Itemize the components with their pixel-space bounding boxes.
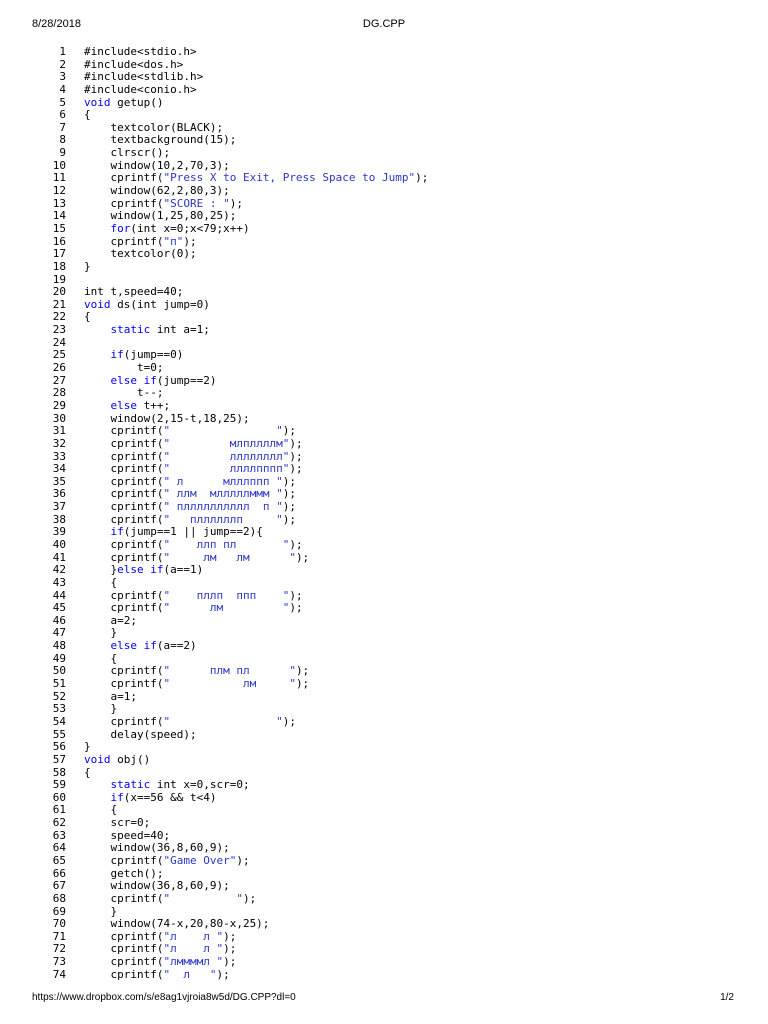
code-token: } xyxy=(84,259,91,273)
code-token: #include<dos.h> xyxy=(84,57,184,71)
code-token: ds(int jump=0) xyxy=(110,297,210,311)
line-number: 10 xyxy=(52,158,66,172)
keyword-token: if xyxy=(110,525,124,539)
code-token: ); xyxy=(183,234,197,248)
code-token: clrscr(); xyxy=(84,146,171,160)
code-token: { xyxy=(84,803,118,817)
line-number: 53 xyxy=(52,702,66,716)
code-token: ); xyxy=(282,714,296,728)
code-token: a=1; xyxy=(84,689,137,703)
code-token: cprintf( xyxy=(84,500,164,514)
code-token: ); xyxy=(282,487,296,501)
code-token: (x==56 && t<4) xyxy=(123,790,217,804)
line-source xyxy=(84,324,210,337)
code-token: (jump==2) xyxy=(156,373,217,387)
code-token xyxy=(84,399,111,412)
line-number: 72 xyxy=(52,942,66,956)
code-token: window(36,8,60,9); xyxy=(84,841,230,855)
line-number: 28 xyxy=(52,386,66,400)
code-token: } xyxy=(84,904,118,918)
code-token: cprintf( xyxy=(84,677,164,691)
code-token: ); xyxy=(295,664,310,678)
keyword-token: static xyxy=(110,323,151,337)
code-token: } xyxy=(84,626,118,640)
line-number: 33 xyxy=(52,449,66,463)
line-number: 46 xyxy=(52,613,66,627)
code-token: cprintf( xyxy=(84,449,164,463)
code-token: } xyxy=(84,740,91,754)
line-number: 71 xyxy=(52,929,66,943)
code-token: { xyxy=(84,108,91,122)
code-token: ); xyxy=(282,424,296,438)
line-number: 45 xyxy=(52,601,66,615)
line-number: 67 xyxy=(52,879,66,893)
line-number: 36 xyxy=(52,487,66,501)
print-header xyxy=(0,18,768,32)
code-token: ); xyxy=(289,449,303,463)
code-line xyxy=(40,602,740,615)
code-token: scr=0; xyxy=(84,816,151,830)
line-number: 68 xyxy=(52,891,66,905)
code-token: } xyxy=(84,702,118,716)
code-token: { xyxy=(84,310,91,324)
code-line xyxy=(40,615,740,628)
line-number: 13 xyxy=(52,196,66,210)
code-token: textcolor(0); xyxy=(84,247,197,261)
code-token: { xyxy=(84,575,118,589)
string-token: " ллллпппп" xyxy=(163,462,290,476)
line-number: 31 xyxy=(52,424,66,438)
line-number: 21 xyxy=(52,297,66,311)
code-token xyxy=(84,525,111,538)
line-number: 69 xyxy=(52,904,66,918)
print-date: 8/28/2018 xyxy=(32,18,81,30)
print-footer xyxy=(0,992,768,1006)
keyword-token: if xyxy=(110,790,124,804)
line-number: 9 xyxy=(59,146,66,160)
line-number: 32 xyxy=(52,436,66,450)
line-number: 1 xyxy=(59,45,66,58)
code-token: cprintf( xyxy=(84,714,164,728)
code-token: a=2; xyxy=(84,613,137,627)
code-token: { xyxy=(84,651,118,665)
code-token: cprintf( xyxy=(84,955,164,969)
string-token: "л л " xyxy=(163,942,224,956)
string-token: " плм пл " xyxy=(163,664,296,678)
keyword-token: void xyxy=(84,95,111,109)
code-line xyxy=(40,248,740,261)
code-token: cprintf( xyxy=(84,588,164,602)
code-token: cprintf( xyxy=(84,929,164,943)
code-token: ); xyxy=(415,171,429,185)
line-number: 19 xyxy=(52,272,66,286)
string-token: "п" xyxy=(163,234,184,248)
keyword-token: else xyxy=(110,398,137,412)
code-token: (jump==0) xyxy=(123,348,184,362)
code-line xyxy=(40,564,740,577)
code-token: int a=1; xyxy=(150,323,210,337)
string-token: " лллллллл" xyxy=(163,449,290,463)
keyword-token: if xyxy=(110,348,124,362)
line-number: 42 xyxy=(52,563,66,577)
line-number: 66 xyxy=(52,866,66,880)
line-number: 73 xyxy=(52,955,66,969)
line-number: 50 xyxy=(52,664,66,678)
code-token: (a==2) xyxy=(156,639,197,653)
code-listing xyxy=(40,46,740,981)
line-number: 41 xyxy=(52,550,66,564)
string-token: "лммммл " xyxy=(163,955,224,969)
code-line xyxy=(40,893,740,906)
code-token: window(2,15-t,18,25); xyxy=(84,411,250,425)
line-source xyxy=(84,299,210,312)
line-number: 12 xyxy=(52,184,66,198)
line-number: 18 xyxy=(52,259,66,273)
code-line xyxy=(40,691,740,704)
code-token: ); xyxy=(229,196,243,210)
line-number: 7 xyxy=(59,120,66,134)
code-token: ); xyxy=(223,942,237,956)
line-number: 62 xyxy=(52,816,66,830)
code-token: ); xyxy=(289,436,303,450)
code-token xyxy=(84,348,111,361)
code-token: (int x=0;x<79;x++) xyxy=(130,221,250,235)
document-title: DG.CPP xyxy=(362,18,406,30)
line-number: 24 xyxy=(52,335,66,349)
code-token xyxy=(84,222,111,235)
string-token: " " xyxy=(163,891,243,905)
line-source xyxy=(84,754,150,767)
code-token: #include<conio.h> xyxy=(84,82,197,96)
code-token: cprintf( xyxy=(84,664,164,678)
keyword-token: else if xyxy=(117,563,164,577)
code-token: ); xyxy=(282,474,296,488)
line-number: 29 xyxy=(52,398,66,412)
code-line xyxy=(40,792,740,805)
code-token: cprintf( xyxy=(84,171,164,185)
line-number: 47 xyxy=(52,626,66,640)
code-token: ); xyxy=(242,891,257,905)
code-token xyxy=(84,778,111,791)
code-token: window(62,2,80,3); xyxy=(84,184,230,198)
line-number: 64 xyxy=(52,841,66,855)
code-line xyxy=(40,97,740,110)
code-token: textcolor(BLACK); xyxy=(84,120,224,134)
code-token: getch(); xyxy=(84,866,164,880)
code-token: cprintf( xyxy=(84,967,164,981)
code-token xyxy=(84,374,111,387)
line-number: 15 xyxy=(52,221,66,235)
code-token: { xyxy=(84,765,91,779)
code-token: cprintf( xyxy=(84,891,164,905)
code-token: t=0; xyxy=(84,361,164,375)
string-token: " ллп пл " xyxy=(163,537,290,551)
line-number: 2 xyxy=(59,57,66,71)
line-source xyxy=(84,97,163,110)
line-number: 74 xyxy=(52,967,66,981)
code-token: ); xyxy=(282,512,296,526)
line-number: 65 xyxy=(52,854,66,867)
string-token: " пллп ппп " xyxy=(163,588,290,602)
code-token: window(10,2,70,3); xyxy=(84,158,230,172)
keyword-token: void xyxy=(84,752,111,766)
line-number: 20 xyxy=(52,285,66,299)
code-token: int t,speed=40; xyxy=(84,285,184,299)
code-token: (a==1) xyxy=(163,563,204,577)
line-number: 48 xyxy=(52,639,66,653)
code-token: cprintf( xyxy=(84,942,164,956)
code-token: #include<stdio.h> xyxy=(84,45,197,58)
code-token: ); xyxy=(289,601,303,615)
code-token: getup() xyxy=(110,95,164,109)
string-token: " плллллллллл п " xyxy=(163,500,283,514)
line-number: 8 xyxy=(59,133,66,147)
line-number: 38 xyxy=(52,512,66,526)
line-number: 4 xyxy=(59,82,66,96)
string-token: " лм " xyxy=(163,677,296,691)
string-token: "л л " xyxy=(163,929,224,943)
line-number: 52 xyxy=(52,689,66,703)
code-token: cprintf( xyxy=(84,424,164,438)
code-token: delay(speed); xyxy=(84,727,197,741)
line-number: 44 xyxy=(52,588,66,602)
line-number: 61 xyxy=(52,803,66,817)
code-token: ); xyxy=(223,955,237,969)
line-source xyxy=(84,248,197,261)
line-number: 22 xyxy=(52,310,66,324)
line-source xyxy=(84,969,230,982)
code-token xyxy=(84,791,111,804)
code-token: ); xyxy=(236,854,250,867)
string-token: " млпллллм" xyxy=(163,436,290,450)
code-token: ); xyxy=(289,588,303,602)
line-number: 16 xyxy=(52,234,66,248)
code-token: ); xyxy=(295,677,310,691)
code-token: speed=40; xyxy=(84,828,171,842)
line-source xyxy=(84,261,91,274)
string-token: " ллм млллллммм " xyxy=(163,487,283,501)
code-token xyxy=(84,639,111,652)
source-url: https://www.dropbox.com/s/e8ag1vjroia8w5d/DG.CPP?dl=0 xyxy=(32,992,296,1003)
line-number: 30 xyxy=(52,411,66,425)
code-line xyxy=(40,729,740,742)
code-token: cprintf( xyxy=(84,601,164,615)
line-number: 54 xyxy=(52,714,66,728)
code-token: textbackground(15); xyxy=(84,133,237,147)
line-number: 5 xyxy=(59,95,66,109)
line-number: 17 xyxy=(52,247,66,261)
line-number: 23 xyxy=(52,323,66,337)
line-number: 34 xyxy=(52,462,66,476)
string-token: " " xyxy=(163,424,283,438)
code-line xyxy=(40,754,740,767)
string-token: "Game Over" xyxy=(163,854,237,867)
line-number: 25 xyxy=(52,348,66,362)
line-number: 55 xyxy=(52,727,66,741)
line-number: 35 xyxy=(52,474,66,488)
line-number: 51 xyxy=(52,677,66,691)
string-token: "SCORE : " xyxy=(163,196,230,210)
code-token: t--; xyxy=(84,386,164,400)
keyword-token: static xyxy=(110,778,151,792)
line-number: 60 xyxy=(52,790,66,804)
code-line xyxy=(40,261,740,274)
code-token: (jump==1 || jump==2){ xyxy=(123,525,263,539)
code-token: cprintf( xyxy=(84,854,164,867)
string-token: " лм лм " xyxy=(163,550,296,564)
code-token: #include<stdlib.h> xyxy=(84,70,204,84)
line-number: 63 xyxy=(52,828,66,842)
string-token: " л " xyxy=(163,967,217,981)
code-token: obj() xyxy=(110,752,151,766)
line-number: 43 xyxy=(52,575,66,589)
code-token: ); xyxy=(216,967,230,981)
line-number: 49 xyxy=(52,651,66,665)
string-token: " " xyxy=(163,714,283,728)
keyword-token: void xyxy=(84,297,111,311)
line-number: 6 xyxy=(59,108,66,122)
line-number: 37 xyxy=(52,500,66,514)
code-token: int x=0,scr=0; xyxy=(150,778,250,792)
line-number: 3 xyxy=(59,70,66,84)
keyword-token: else if xyxy=(110,639,157,653)
line-number: 57 xyxy=(52,752,66,766)
code-token xyxy=(84,323,111,336)
keyword-token: else if xyxy=(110,373,157,387)
line-number: 70 xyxy=(52,917,66,931)
line-number: 11 xyxy=(52,171,66,185)
code-token: t++; xyxy=(137,398,171,412)
page-number: 1/2 xyxy=(720,992,734,1003)
code-line xyxy=(40,640,740,653)
line-number: 40 xyxy=(52,537,66,551)
line-number: 14 xyxy=(52,209,66,223)
code-token: ); xyxy=(289,537,303,551)
string-token: " пллллллп " xyxy=(163,512,283,526)
code-token: window(74-x,20,80-x,25); xyxy=(84,917,270,931)
line-number: 39 xyxy=(52,525,66,539)
code-token: cprintf( xyxy=(84,537,164,551)
string-token: " лм " xyxy=(163,601,290,615)
code-token: ); xyxy=(282,500,296,514)
code-token: cprintf( xyxy=(84,487,164,501)
line-number: 59 xyxy=(52,778,66,792)
code-line xyxy=(40,678,740,691)
code-line xyxy=(40,969,740,982)
line-number: 58 xyxy=(52,765,66,779)
code-token: cprintf( xyxy=(84,436,164,450)
line-number: 26 xyxy=(52,361,66,375)
string-token: " л млллппп " xyxy=(163,474,283,488)
code-token: cprintf( xyxy=(84,234,164,248)
code-token: cprintf( xyxy=(84,462,164,476)
string-token: "Press X to Exit, Press Space to Jump" xyxy=(163,171,416,185)
code-token: cprintf( xyxy=(84,550,164,564)
line-number: 27 xyxy=(52,373,66,387)
code-token: cprintf( xyxy=(84,512,164,526)
line-number: 56 xyxy=(52,740,66,754)
code-line xyxy=(40,324,740,337)
code-token: ); xyxy=(289,462,303,476)
code-token: cprintf( xyxy=(84,196,164,210)
line-source xyxy=(84,729,197,742)
code-token: window(36,8,60,9); xyxy=(84,879,230,893)
code-token: } xyxy=(84,563,118,577)
keyword-token: for xyxy=(110,221,131,235)
code-token: ); xyxy=(295,550,310,564)
code-token: window(1,25,80,25); xyxy=(84,209,237,223)
code-line xyxy=(40,299,740,312)
code-token: ); xyxy=(223,929,237,943)
code-token: cprintf( xyxy=(84,474,164,488)
